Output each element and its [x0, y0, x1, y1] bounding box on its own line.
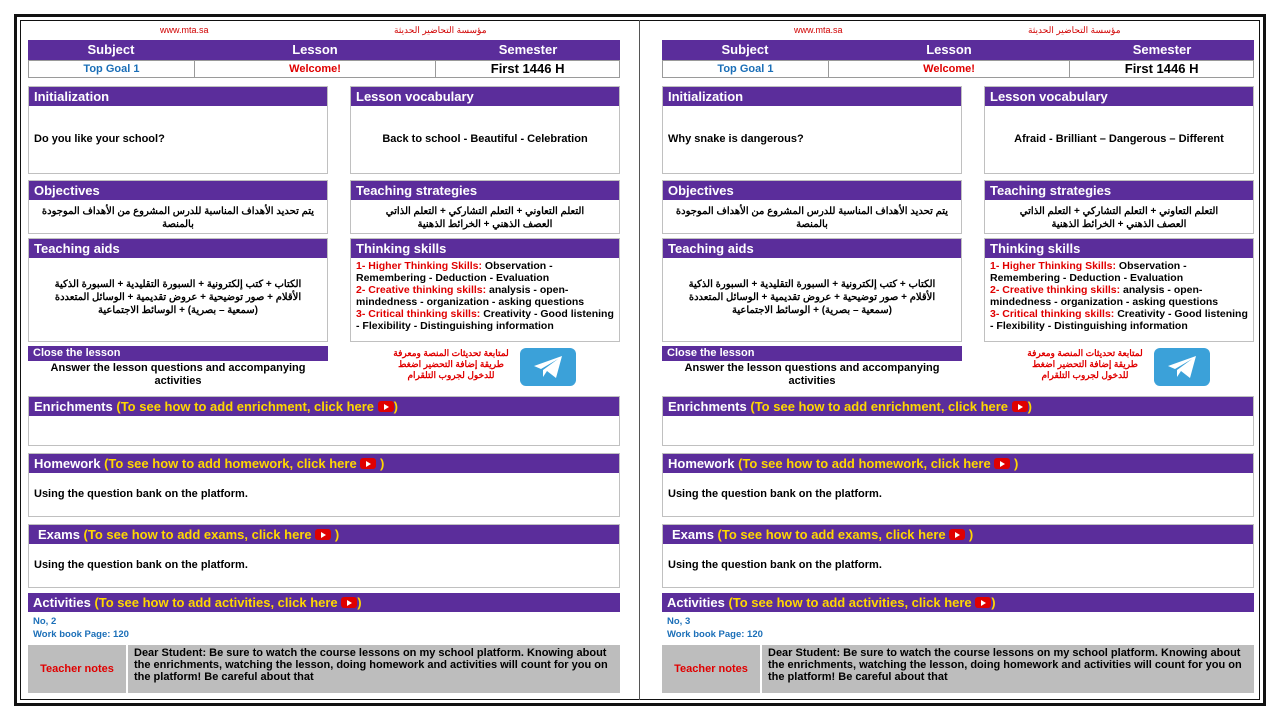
homework-heading — [663, 454, 1253, 473]
youtube-icon[interactable] — [994, 458, 1010, 469]
skill-1-text: Observation - Remembering - Deduction - Evaluation — [356, 260, 553, 284]
telegram-text[interactable]: لمتابعة تحديثات المنصة ومعرفة طريقة إضافة التحضير اضغط للدخول لجروب التلقرام — [393, 348, 509, 380]
activity-number: No, 3 — [667, 616, 691, 627]
header-values-row — [662, 60, 1254, 78]
objectives-text: يتم تحديد الأهداف المناسبة للدرس المشروع من الأهداف الموجودة بالمنصة — [675, 206, 949, 230]
vocabulary-text: Afraid - Brilliant – Dangerous – Different — [1014, 133, 1224, 145]
activities-box — [28, 593, 620, 645]
aids-box — [28, 238, 328, 342]
activities-title: Activities — [667, 595, 725, 610]
site-url[interactable]: www.mta.sa — [794, 25, 843, 35]
youtube-icon[interactable] — [1012, 401, 1028, 412]
exams-link[interactable]: (To see how to add exams, click here ) — [83, 527, 340, 542]
initialization-heading: Initialization — [29, 87, 327, 106]
homework-box — [662, 453, 1254, 517]
aids-box — [662, 238, 962, 342]
exams-text: Using the question bank on the platform. — [34, 559, 248, 571]
exams-text: Using the question bank on the platform. — [668, 559, 882, 571]
lesson-value: Welcome! — [829, 61, 1070, 77]
enrichments-title: Enrichments — [34, 399, 113, 414]
objectives-box — [28, 180, 328, 234]
header-labels-row — [28, 40, 620, 60]
subject-label: Subject — [721, 42, 769, 57]
teacher-notes-text: Dear Student: Be sure to watch the course lessons on my school platform. Knowing about the enrichments, watching the lesson, doing homework and activities will count for you on the platform! Be careful about that — [128, 645, 620, 693]
homework-heading — [29, 454, 619, 473]
objectives-box — [662, 180, 962, 234]
thinking-box — [984, 238, 1254, 342]
activity-number: No, 2 — [33, 616, 57, 627]
activities-heading — [662, 593, 1254, 612]
youtube-icon[interactable] — [378, 401, 394, 412]
lesson-plan-page-1 — [28, 22, 622, 696]
activities-title: Activities — [33, 595, 91, 610]
close-box — [662, 346, 962, 390]
strategies-heading: Teaching strategies — [351, 181, 619, 200]
semester-value: First 1446 H — [490, 61, 565, 76]
exams-title: Exams — [38, 527, 80, 542]
thinking-skills-list — [351, 258, 619, 334]
homework-text: Using the question bank on the platform. — [668, 488, 882, 500]
close-box — [28, 346, 328, 390]
aids-heading: Teaching aids — [663, 239, 961, 258]
enrichments-box — [662, 396, 1254, 446]
enrichments-box — [28, 396, 620, 446]
close-text: Answer the lesson questions and accompanying activities — [50, 362, 306, 387]
enrichments-heading — [663, 397, 1253, 416]
thinking-heading: Thinking skills — [985, 239, 1253, 258]
strategies-line-2: العصف الذهني + الخرائط الذهنية — [417, 219, 553, 230]
thinking-heading: Thinking skills — [351, 239, 619, 258]
workbook-page: Work book Page: 120 — [33, 629, 129, 640]
telegram-icon — [532, 354, 564, 380]
activities-box — [662, 593, 1254, 645]
homework-link[interactable]: (To see how to add homework, click here ) — [104, 456, 385, 471]
lesson-plan-page-2 — [662, 22, 1256, 696]
skill-1-label: 1- Higher Thinking Skills: — [990, 260, 1117, 272]
initialization-text: Do you like your school? — [34, 133, 165, 145]
thinking-skills-list — [985, 258, 1253, 334]
exams-heading — [663, 525, 1253, 544]
objectives-text: يتم تحديد الأهداف المناسبة للدرس المشروع من الأهداف الموجودة بالمنصة — [41, 206, 315, 230]
skill-1-text: Observation - Remembering - Deduction - Evaluation — [990, 260, 1187, 284]
initialization-text: Why snake is dangerous? — [668, 133, 804, 145]
strategies-box — [350, 180, 620, 234]
strategies-box — [984, 180, 1254, 234]
initialization-box — [28, 86, 328, 174]
skill-2-text: analysis - open-mindedness - organization - asking questions — [990, 284, 1219, 308]
activities-heading — [28, 593, 620, 612]
initialization-box — [662, 86, 962, 174]
aids-heading: Teaching aids — [29, 239, 327, 258]
page-header-line — [28, 22, 622, 38]
skill-2-label: 2- Creative thinking skills: — [356, 284, 487, 296]
objectives-heading: Objectives — [29, 181, 327, 200]
vocabulary-heading: Lesson vocabulary — [351, 87, 619, 106]
semester-value: First 1446 H — [1124, 61, 1199, 76]
youtube-icon[interactable] — [975, 597, 991, 608]
strategies-line-1: التعلم التعاوني + التعلم التشاركي + التعلم الذاتي — [385, 206, 585, 217]
lesson-value: Welcome! — [195, 61, 436, 77]
enrichments-heading — [29, 397, 619, 416]
homework-title: Homework — [668, 456, 735, 471]
skill-3-text: Creativity - Good listening - Flexibility - Distinguishing information — [990, 308, 1248, 332]
exams-box — [662, 524, 1254, 588]
enrichments-title: Enrichments — [668, 399, 747, 414]
close-text: Answer the lesson questions and accompanying activities — [684, 362, 940, 387]
youtube-icon[interactable] — [360, 458, 376, 469]
aids-text: الكتاب + كتب إلكترونية + السبورة التقليدية + السبورة الذكية الأقلام + صور توضيحية + عروض تقديمية + الوسائل المتعددة (سمعية – بصرية) + الوسائط الاجتماعية — [54, 279, 302, 316]
vocabulary-box — [350, 86, 620, 174]
subject-value: Top Goal 1 — [29, 61, 195, 77]
org-name: مؤسسة التحاضير الحديثة — [1028, 25, 1121, 35]
activities-link[interactable]: (To see how to add activities, click here ) — [728, 595, 996, 610]
skill-2-text: analysis - open-mindedness - organization - asking questions — [356, 284, 585, 308]
telegram-button[interactable] — [520, 348, 576, 386]
skill-3-label: 3- Critical thinking skills: — [990, 308, 1115, 320]
homework-text: Using the question bank on the platform. — [34, 488, 248, 500]
exams-link[interactable]: (To see how to add exams, click here ) — [717, 527, 974, 542]
objectives-heading: Objectives — [663, 181, 961, 200]
page-divider — [639, 20, 640, 700]
exams-box — [28, 524, 620, 588]
close-heading: Close the lesson — [28, 346, 328, 361]
enrichments-link[interactable]: (To see how to add enrichment, click here ) — [116, 399, 398, 414]
enrichments-link[interactable]: (To see how to add enrichment, click here ) — [750, 399, 1032, 414]
org-name: مؤسسة التحاضير الحديثة — [394, 25, 487, 35]
site-url[interactable]: www.mta.sa — [160, 25, 209, 35]
youtube-icon[interactable] — [949, 529, 965, 540]
vocabulary-heading: Lesson vocabulary — [985, 87, 1253, 106]
strategies-line-1: التعلم التعاوني + التعلم التشاركي + التعلم الذاتي — [1019, 206, 1219, 217]
youtube-icon[interactable] — [341, 597, 357, 608]
exams-title: Exams — [672, 527, 714, 542]
telegram-icon — [1166, 354, 1198, 380]
lesson-label: Lesson — [926, 42, 972, 57]
teacher-notes-text: Dear Student: Be sure to watch the course lessons on my school platform. Knowing about the enrichments, watching the lesson, doing homework and activities will count for you on the platform! Be careful about that — [762, 645, 1254, 693]
telegram-text[interactable]: لمتابعة تحديثات المنصة ومعرفة طريقة إضافة التحضير اضغط للدخول لجروب التلقرام — [1027, 348, 1143, 380]
strategies-line-2: العصف الذهني + الخرائط الذهنية — [1051, 219, 1187, 230]
subject-label: Subject — [87, 42, 135, 57]
strategies-heading: Teaching strategies — [985, 181, 1253, 200]
lesson-label: Lesson — [292, 42, 338, 57]
vocabulary-box — [984, 86, 1254, 174]
semester-label: Semester — [498, 42, 558, 57]
activities-link[interactable]: (To see how to add activities, click here ) — [94, 595, 362, 610]
close-heading: Close the lesson — [662, 346, 962, 361]
homework-link[interactable]: (To see how to add homework, click here ) — [738, 456, 1019, 471]
header-values-row — [28, 60, 620, 78]
teacher-notes-label: Teacher notes — [28, 645, 126, 693]
telegram-button[interactable] — [1154, 348, 1210, 386]
page-header-line — [662, 22, 1256, 38]
thinking-box — [350, 238, 620, 342]
skill-1-label: 1- Higher Thinking Skills: — [356, 260, 483, 272]
semester-label: Semester — [1132, 42, 1192, 57]
homework-title: Homework — [34, 456, 101, 471]
subject-value: Top Goal 1 — [663, 61, 829, 77]
youtube-icon[interactable] — [315, 529, 331, 540]
skill-3-label: 3- Critical thinking skills: — [356, 308, 481, 320]
homework-box — [28, 453, 620, 517]
vocabulary-text: Back to school - Beautiful - Celebration — [382, 133, 588, 145]
aids-text: الكتاب + كتب إلكترونية + السبورة التقليدية + السبورة الذكية الأقلام + صور توضيحية + عروض تقديمية + الوسائل المتعددة (سمعية – بصرية) + الوسائط الاجتماعية — [688, 279, 936, 316]
teacher-notes-label: Teacher notes — [662, 645, 760, 693]
exams-heading — [29, 525, 619, 544]
workbook-page: Work book Page: 120 — [667, 629, 763, 640]
skill-2-label: 2- Creative thinking skills: — [990, 284, 1121, 296]
initialization-heading: Initialization — [663, 87, 961, 106]
header-labels-row — [662, 40, 1254, 60]
skill-3-text: Creativity - Good listening - Flexibility - Distinguishing information — [356, 308, 614, 332]
